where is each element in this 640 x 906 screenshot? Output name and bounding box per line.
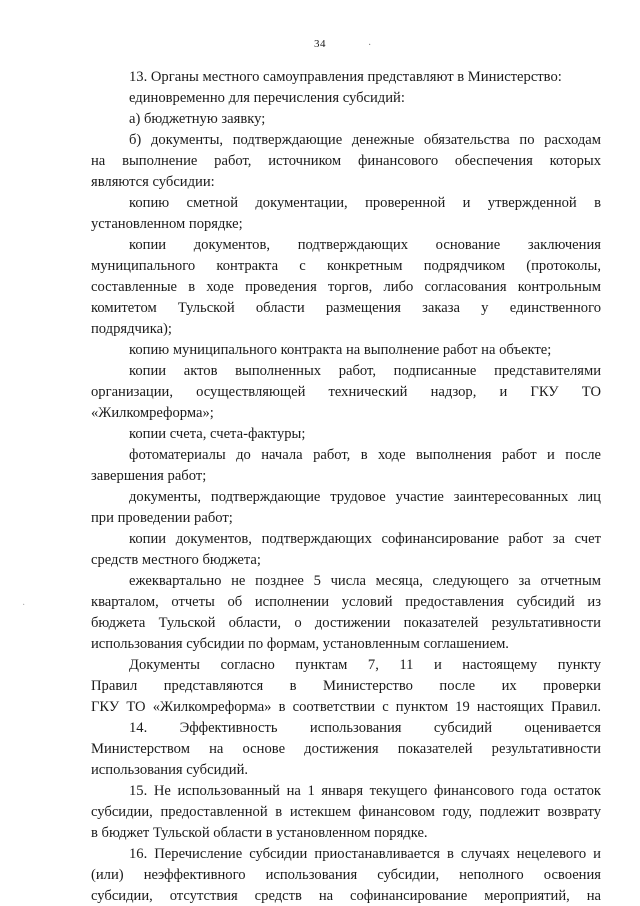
text-line: субсидии, отсутствия средств на софинансирование мероприятий, на xyxy=(91,888,601,904)
text-line: бюджета Тульской области, о достижении показателей результативности xyxy=(91,615,601,631)
text-line: 16. Перечисление субсидии приостанавливается в случаях нецелевого и xyxy=(129,846,601,862)
text-line: «Жилкомреформа»; xyxy=(91,405,214,421)
text-line: ежеквартально не позднее 5 числа месяца, следующего за отчетным xyxy=(129,573,601,589)
text-line: (или) неэффективного использования субсидии, неполного освоения xyxy=(91,867,601,883)
page-number: 34 xyxy=(314,38,326,50)
text-line: установленном порядке; xyxy=(91,216,243,232)
text-line: копии счета, счета-фактуры; xyxy=(129,426,306,442)
text-line: копии документов, подтверждающих основание заключения xyxy=(129,237,601,253)
text-line: копию муниципального контракта на выполнение работ на объекте; xyxy=(129,342,552,358)
text-line: Документы согласно пунктам 7, 11 и настоящему пункту xyxy=(129,657,601,673)
text-line: фотоматериалы до начала работ, в ходе выполнения работ и после xyxy=(129,447,601,463)
text-line: завершения работ; xyxy=(91,468,207,484)
text-line: ГКУ ТО «Жилкомреформа» в соответствии с пунктом 19 настоящих Правил. xyxy=(91,699,601,715)
text-line: муниципального контракта с конкретным подрядчиком (протоколы, xyxy=(91,258,601,274)
text-line: копии документов, подтверждающих софинансирование работ за счет xyxy=(129,531,601,547)
text-line: являются субсидии: xyxy=(91,174,215,190)
text-line: 13. Органы местного самоуправления представляют в Министерство: xyxy=(129,69,562,85)
text-line: подрядчика); xyxy=(91,321,172,337)
text-line: организации, осуществляющей технический надзор, и ГКУ ТО xyxy=(91,384,601,400)
text-line: копии актов выполненных работ, подписанные представителями xyxy=(129,363,601,379)
text-line: в бюджет Тульской области в установленном порядке. xyxy=(91,825,428,841)
text-line: на выполнение работ, источником финансового обеспечения которых xyxy=(91,153,601,169)
text-line: комитетом Тульской области размещения заказа у единственного xyxy=(91,300,601,316)
text-line: 14. Эффективность использования субсидий оценивается xyxy=(129,720,601,736)
text-line: средств местного бюджета; xyxy=(91,552,261,568)
text-line: Министерством на основе достижения показателей результативности xyxy=(91,741,601,757)
text-line: использования субсидий. xyxy=(91,762,249,778)
text-line: кварталом, отчеты об исполнении условий предоставления субсидий из xyxy=(91,594,601,610)
text-line: использования субсидии по формам, установленным соглашением. xyxy=(91,636,509,652)
text-line: субсидии, предоставленной в истекшем финансовом году, подлежит возврату xyxy=(91,804,601,820)
text-line: при проведении работ; xyxy=(91,510,233,526)
text-line: Правил представляются в Министерство после их проверки xyxy=(91,678,601,694)
text-line: копию сметной документации, проверенной и утвержденной в xyxy=(129,195,601,211)
text-line: б) документы, подтверждающие денежные обязательства по расходам xyxy=(129,132,601,148)
text-line: 15. Не использованный на 1 января текущего финансового года остаток xyxy=(129,783,601,799)
scan-speck: · xyxy=(22,600,26,611)
text-line: составленные в ходе проведения торгов, либо согласования контрольным xyxy=(91,279,601,295)
scan-speck: · xyxy=(368,40,372,51)
text-line: единовременно для перечисления субсидий: xyxy=(129,90,405,106)
text-line: документы, подтверждающие трудовое участие заинтересованных лиц xyxy=(129,489,601,505)
text-line: а) бюджетную заявку; xyxy=(129,111,266,127)
